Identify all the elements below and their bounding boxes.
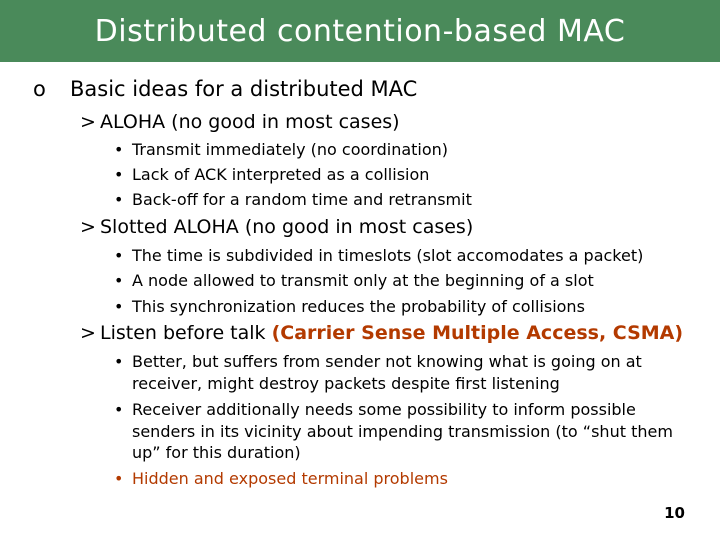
lbt-bullet-line: Better, but suffers from sender not knowing what is going on at	[132, 352, 642, 371]
lbt-bullet-line: Receiver additionally needs some possibility to inform possible	[132, 400, 636, 419]
bullet-marker: •	[114, 271, 124, 290]
aloha-bullet: Back-off for a random time and retransmit	[132, 190, 472, 209]
bullet-marker: •	[114, 297, 124, 316]
slotted-bullet: This synchronization reduces the probability of collisions	[132, 297, 585, 316]
lbt-heading	[100, 322, 683, 344]
level2-marker: >	[80, 111, 96, 133]
lbt-bullet-line: up” for this duration)	[132, 443, 301, 462]
slotted-heading: Slotted ALOHA (no good in most cases)	[100, 216, 474, 238]
page-number: 10	[664, 504, 685, 522]
csma-highlight: (Carrier Sense Multiple Access, CSMA)	[271, 322, 684, 344]
bullet-marker: •	[114, 246, 124, 265]
level1-marker: o	[33, 77, 46, 101]
bullet-marker: •	[114, 190, 124, 209]
bullet-marker: •	[114, 352, 124, 371]
slotted-bullet: A node allowed to transmit only at the beginning of a slot	[132, 271, 594, 290]
bullet-marker: •	[114, 400, 124, 419]
lbt-heading-prefix: Listen before talk	[100, 322, 266, 344]
aloha-bullet: Transmit immediately (no coordination)	[132, 140, 449, 159]
slotted-bullet: The time is subdivided in timeslots (slot accomodates a packet)	[132, 246, 644, 265]
aloha-bullet: Lack of ACK interpreted as a collision	[132, 165, 430, 184]
bullet-marker: •	[114, 165, 124, 184]
slide-title: Distributed contention-based MAC	[94, 13, 626, 49]
bullet-marker: •	[114, 140, 124, 159]
level2-marker: >	[80, 216, 96, 238]
lbt-bullet-line: receiver, might destroy packets despite first listening	[132, 374, 560, 393]
hidden-terminal-bullet: Hidden and exposed terminal problems	[132, 469, 448, 488]
level2-marker: >	[80, 322, 96, 344]
title-bar	[0, 0, 720, 62]
lbt-bullet-line: senders in its vicinity about impending transmission (to “shut them	[132, 422, 673, 441]
bullet-marker: •	[114, 469, 124, 488]
main-point: Basic ideas for a distributed MAC	[70, 77, 418, 101]
aloha-heading: ALOHA (no good in most cases)	[100, 111, 400, 133]
